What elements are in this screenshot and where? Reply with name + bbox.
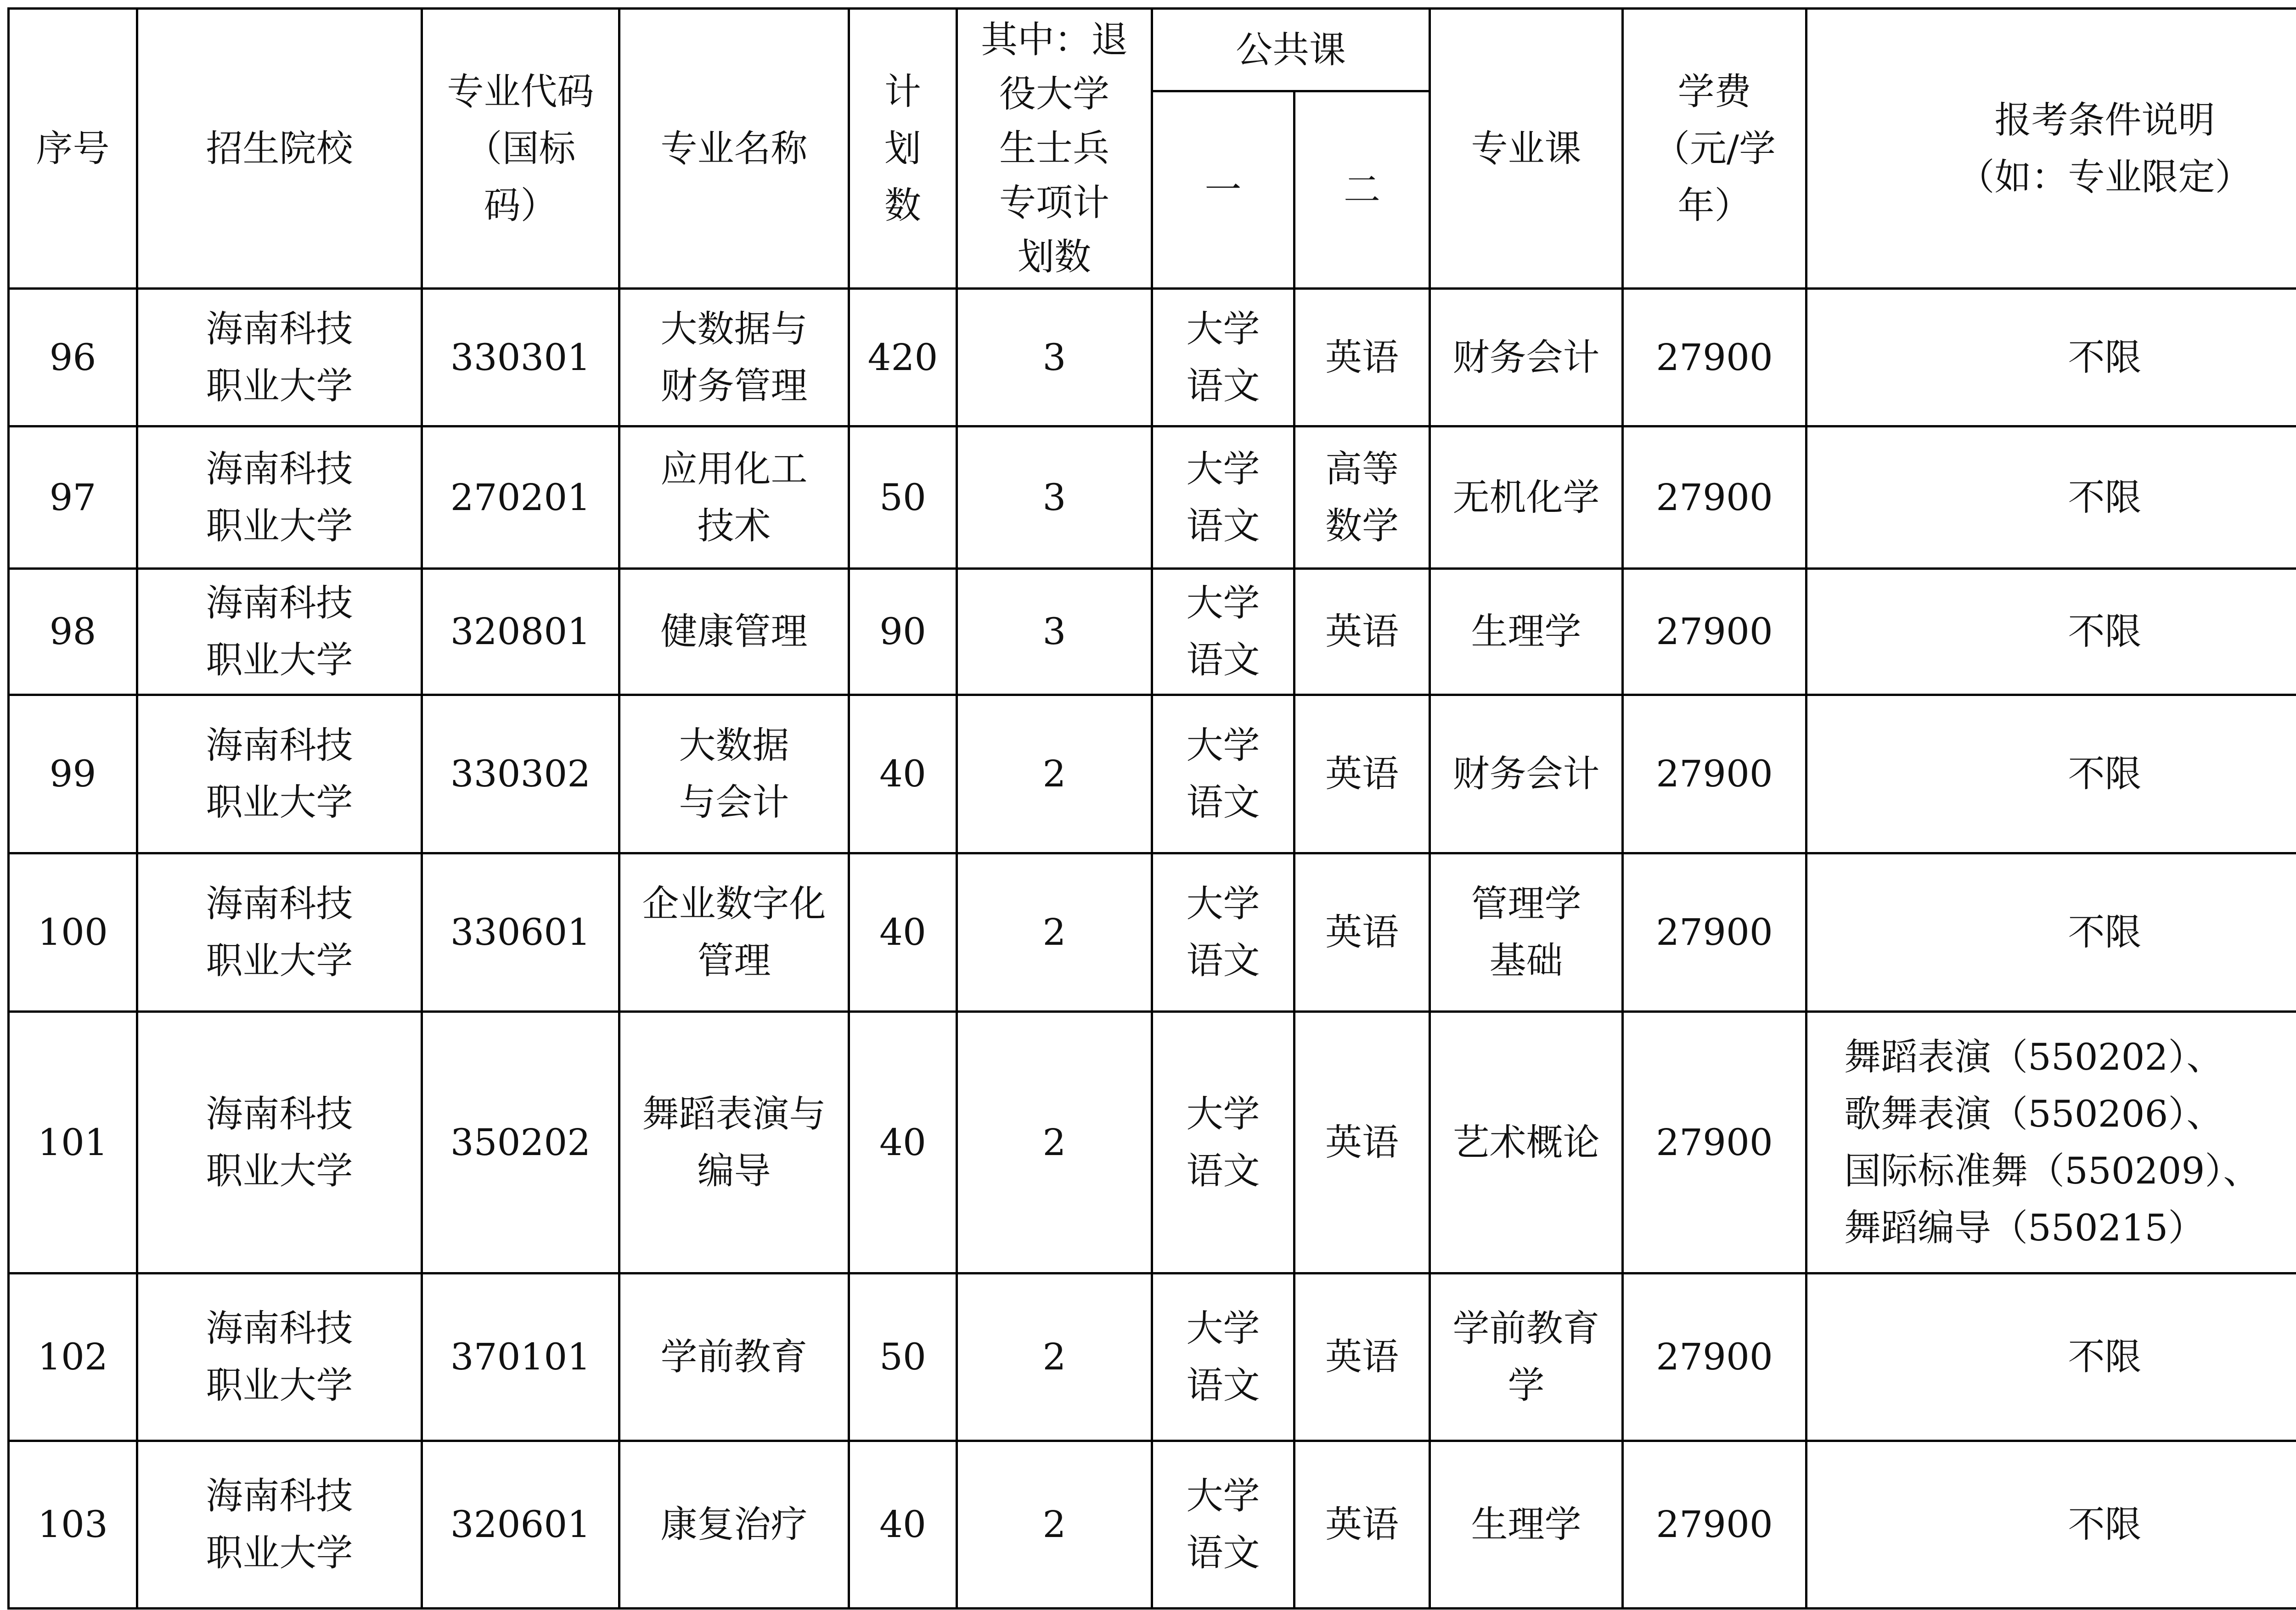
cell-professional: 生理学 xyxy=(1430,1441,1623,1609)
cell-tuition: 27900 xyxy=(1623,1273,1806,1441)
cell-code: 350202 xyxy=(422,1012,619,1273)
cell-public-1: 大学 语文 xyxy=(1152,289,1294,426)
cell-plan: 50 xyxy=(849,426,957,569)
table-body xyxy=(9,289,2296,1609)
cell-school: 海南科技 职业大学 xyxy=(137,426,422,569)
header-veteran: 其中：退 役大学 生士兵 专项计 划数 xyxy=(957,9,1152,289)
cell-major: 学前教育 xyxy=(619,1273,849,1441)
cell-major: 应用化工 技术 xyxy=(619,426,849,569)
cell-veteran: 2 xyxy=(957,853,1152,1012)
table-row xyxy=(9,426,2296,569)
cell-professional: 财务会计 xyxy=(1430,695,1623,853)
cell-school: 海南科技 职业大学 xyxy=(137,695,422,853)
cell-public-1: 大学 语文 xyxy=(1152,1012,1294,1273)
cell-tuition: 27900 xyxy=(1623,569,1806,695)
cell-code: 270201 xyxy=(422,426,619,569)
cell-condition: 不限 xyxy=(1806,1441,2296,1609)
cell-seq: 103 xyxy=(9,1441,137,1609)
cell-public-2: 英语 xyxy=(1294,569,1430,695)
table-row xyxy=(9,1441,2296,1609)
cell-public-2: 英语 xyxy=(1294,853,1430,1012)
cell-public-1: 大学 语文 xyxy=(1152,569,1294,695)
cell-veteran: 3 xyxy=(957,569,1152,695)
cell-major: 大数据与 财务管理 xyxy=(619,289,849,426)
cell-public-2: 英语 xyxy=(1294,1273,1430,1441)
cell-condition: 舞蹈表演（550202）、 歌舞表演（550206）、 国际标准舞（550209）、 舞蹈编导（550215） xyxy=(1806,1012,2296,1273)
cell-veteran: 2 xyxy=(957,1441,1152,1609)
cell-school: 海南科技 职业大学 xyxy=(137,1012,422,1273)
cell-public-1: 大学 语文 xyxy=(1152,853,1294,1012)
cell-public-2: 英语 xyxy=(1294,695,1430,853)
cell-school: 海南科技 职业大学 xyxy=(137,1441,422,1609)
cell-veteran: 2 xyxy=(957,1273,1152,1441)
cell-major: 企业数字化 管理 xyxy=(619,853,849,1012)
cell-seq: 98 xyxy=(9,569,137,695)
header-condition: 报考条件说明 （如：专业限定） xyxy=(1806,9,2296,289)
header-major: 专业名称 xyxy=(619,9,849,289)
cell-plan: 50 xyxy=(849,1273,957,1441)
cell-major: 健康管理 xyxy=(619,569,849,695)
cell-tuition: 27900 xyxy=(1623,1012,1806,1273)
cell-code: 330302 xyxy=(422,695,619,853)
cell-veteran: 2 xyxy=(957,1012,1152,1273)
cell-professional: 财务会计 xyxy=(1430,289,1623,426)
cell-professional: 学前教育 学 xyxy=(1430,1273,1623,1441)
table-row xyxy=(9,289,2296,426)
cell-plan: 40 xyxy=(849,1441,957,1609)
table-row xyxy=(9,695,2296,853)
cell-code: 320601 xyxy=(422,1441,619,1609)
cell-seq: 97 xyxy=(9,426,137,569)
cell-plan: 90 xyxy=(849,569,957,695)
header-public-2: 二 xyxy=(1294,91,1430,289)
cell-code: 330601 xyxy=(422,853,619,1012)
cell-school: 海南科技 职业大学 xyxy=(137,289,422,426)
cell-tuition: 27900 xyxy=(1623,1441,1806,1609)
cell-school: 海南科技 职业大学 xyxy=(137,853,422,1012)
cell-plan: 40 xyxy=(849,853,957,1012)
cell-professional: 无机化学 xyxy=(1430,426,1623,569)
cell-veteran: 3 xyxy=(957,289,1152,426)
header-public: 公共课 xyxy=(1152,9,1430,91)
cell-professional: 生理学 xyxy=(1430,569,1623,695)
enrollment-table xyxy=(7,7,2296,1610)
cell-veteran: 2 xyxy=(957,695,1152,853)
cell-professional: 管理学 基础 xyxy=(1430,853,1623,1012)
cell-school: 海南科技 职业大学 xyxy=(137,569,422,695)
cell-tuition: 27900 xyxy=(1623,426,1806,569)
cell-seq: 96 xyxy=(9,289,137,426)
cell-public-1: 大学 语文 xyxy=(1152,1441,1294,1609)
cell-veteran: 3 xyxy=(957,426,1152,569)
cell-public-1: 大学 语文 xyxy=(1152,695,1294,853)
cell-condition: 不限 xyxy=(1806,289,2296,426)
cell-major: 舞蹈表演与 编导 xyxy=(619,1012,849,1273)
header-plan: 计 划 数 xyxy=(849,9,957,289)
cell-public-1: 大学 语文 xyxy=(1152,426,1294,569)
cell-major: 康复治疗 xyxy=(619,1441,849,1609)
table-row xyxy=(9,569,2296,695)
cell-tuition: 27900 xyxy=(1623,695,1806,853)
header-tuition: 学费 （元/学 年） xyxy=(1623,9,1806,289)
cell-seq: 102 xyxy=(9,1273,137,1441)
header-professional: 专业课 xyxy=(1430,9,1623,289)
cell-public-2: 英语 xyxy=(1294,1441,1430,1609)
cell-public-1: 大学 语文 xyxy=(1152,1273,1294,1441)
cell-condition: 不限 xyxy=(1806,1273,2296,1441)
header-code: 专业代码 （国标 码） xyxy=(422,9,619,289)
cell-code: 370101 xyxy=(422,1273,619,1441)
cell-condition: 不限 xyxy=(1806,569,2296,695)
table-row xyxy=(9,1012,2296,1273)
cell-condition: 不限 xyxy=(1806,695,2296,853)
cell-code: 330301 xyxy=(422,289,619,426)
cell-seq: 99 xyxy=(9,695,137,853)
cell-tuition: 27900 xyxy=(1623,289,1806,426)
cell-seq: 100 xyxy=(9,853,137,1012)
cell-public-2: 英语 xyxy=(1294,1012,1430,1273)
header-school: 招生院校 xyxy=(137,9,422,289)
cell-plan: 420 xyxy=(849,289,957,426)
cell-public-2: 高等 数学 xyxy=(1294,426,1430,569)
cell-code: 320801 xyxy=(422,569,619,695)
cell-major: 大数据 与会计 xyxy=(619,695,849,853)
cell-plan: 40 xyxy=(849,695,957,853)
cell-school: 海南科技 职业大学 xyxy=(137,1273,422,1441)
table-row xyxy=(9,853,2296,1012)
cell-condition: 不限 xyxy=(1806,853,2296,1012)
table-row xyxy=(9,1273,2296,1441)
cell-plan: 40 xyxy=(849,1012,957,1273)
cell-condition: 不限 xyxy=(1806,426,2296,569)
header-public-1: 一 xyxy=(1152,91,1294,289)
cell-seq: 101 xyxy=(9,1012,137,1273)
cell-professional: 艺术概论 xyxy=(1430,1012,1623,1273)
cell-public-2: 英语 xyxy=(1294,289,1430,426)
header-seq: 序号 xyxy=(9,9,137,289)
cell-tuition: 27900 xyxy=(1623,853,1806,1012)
